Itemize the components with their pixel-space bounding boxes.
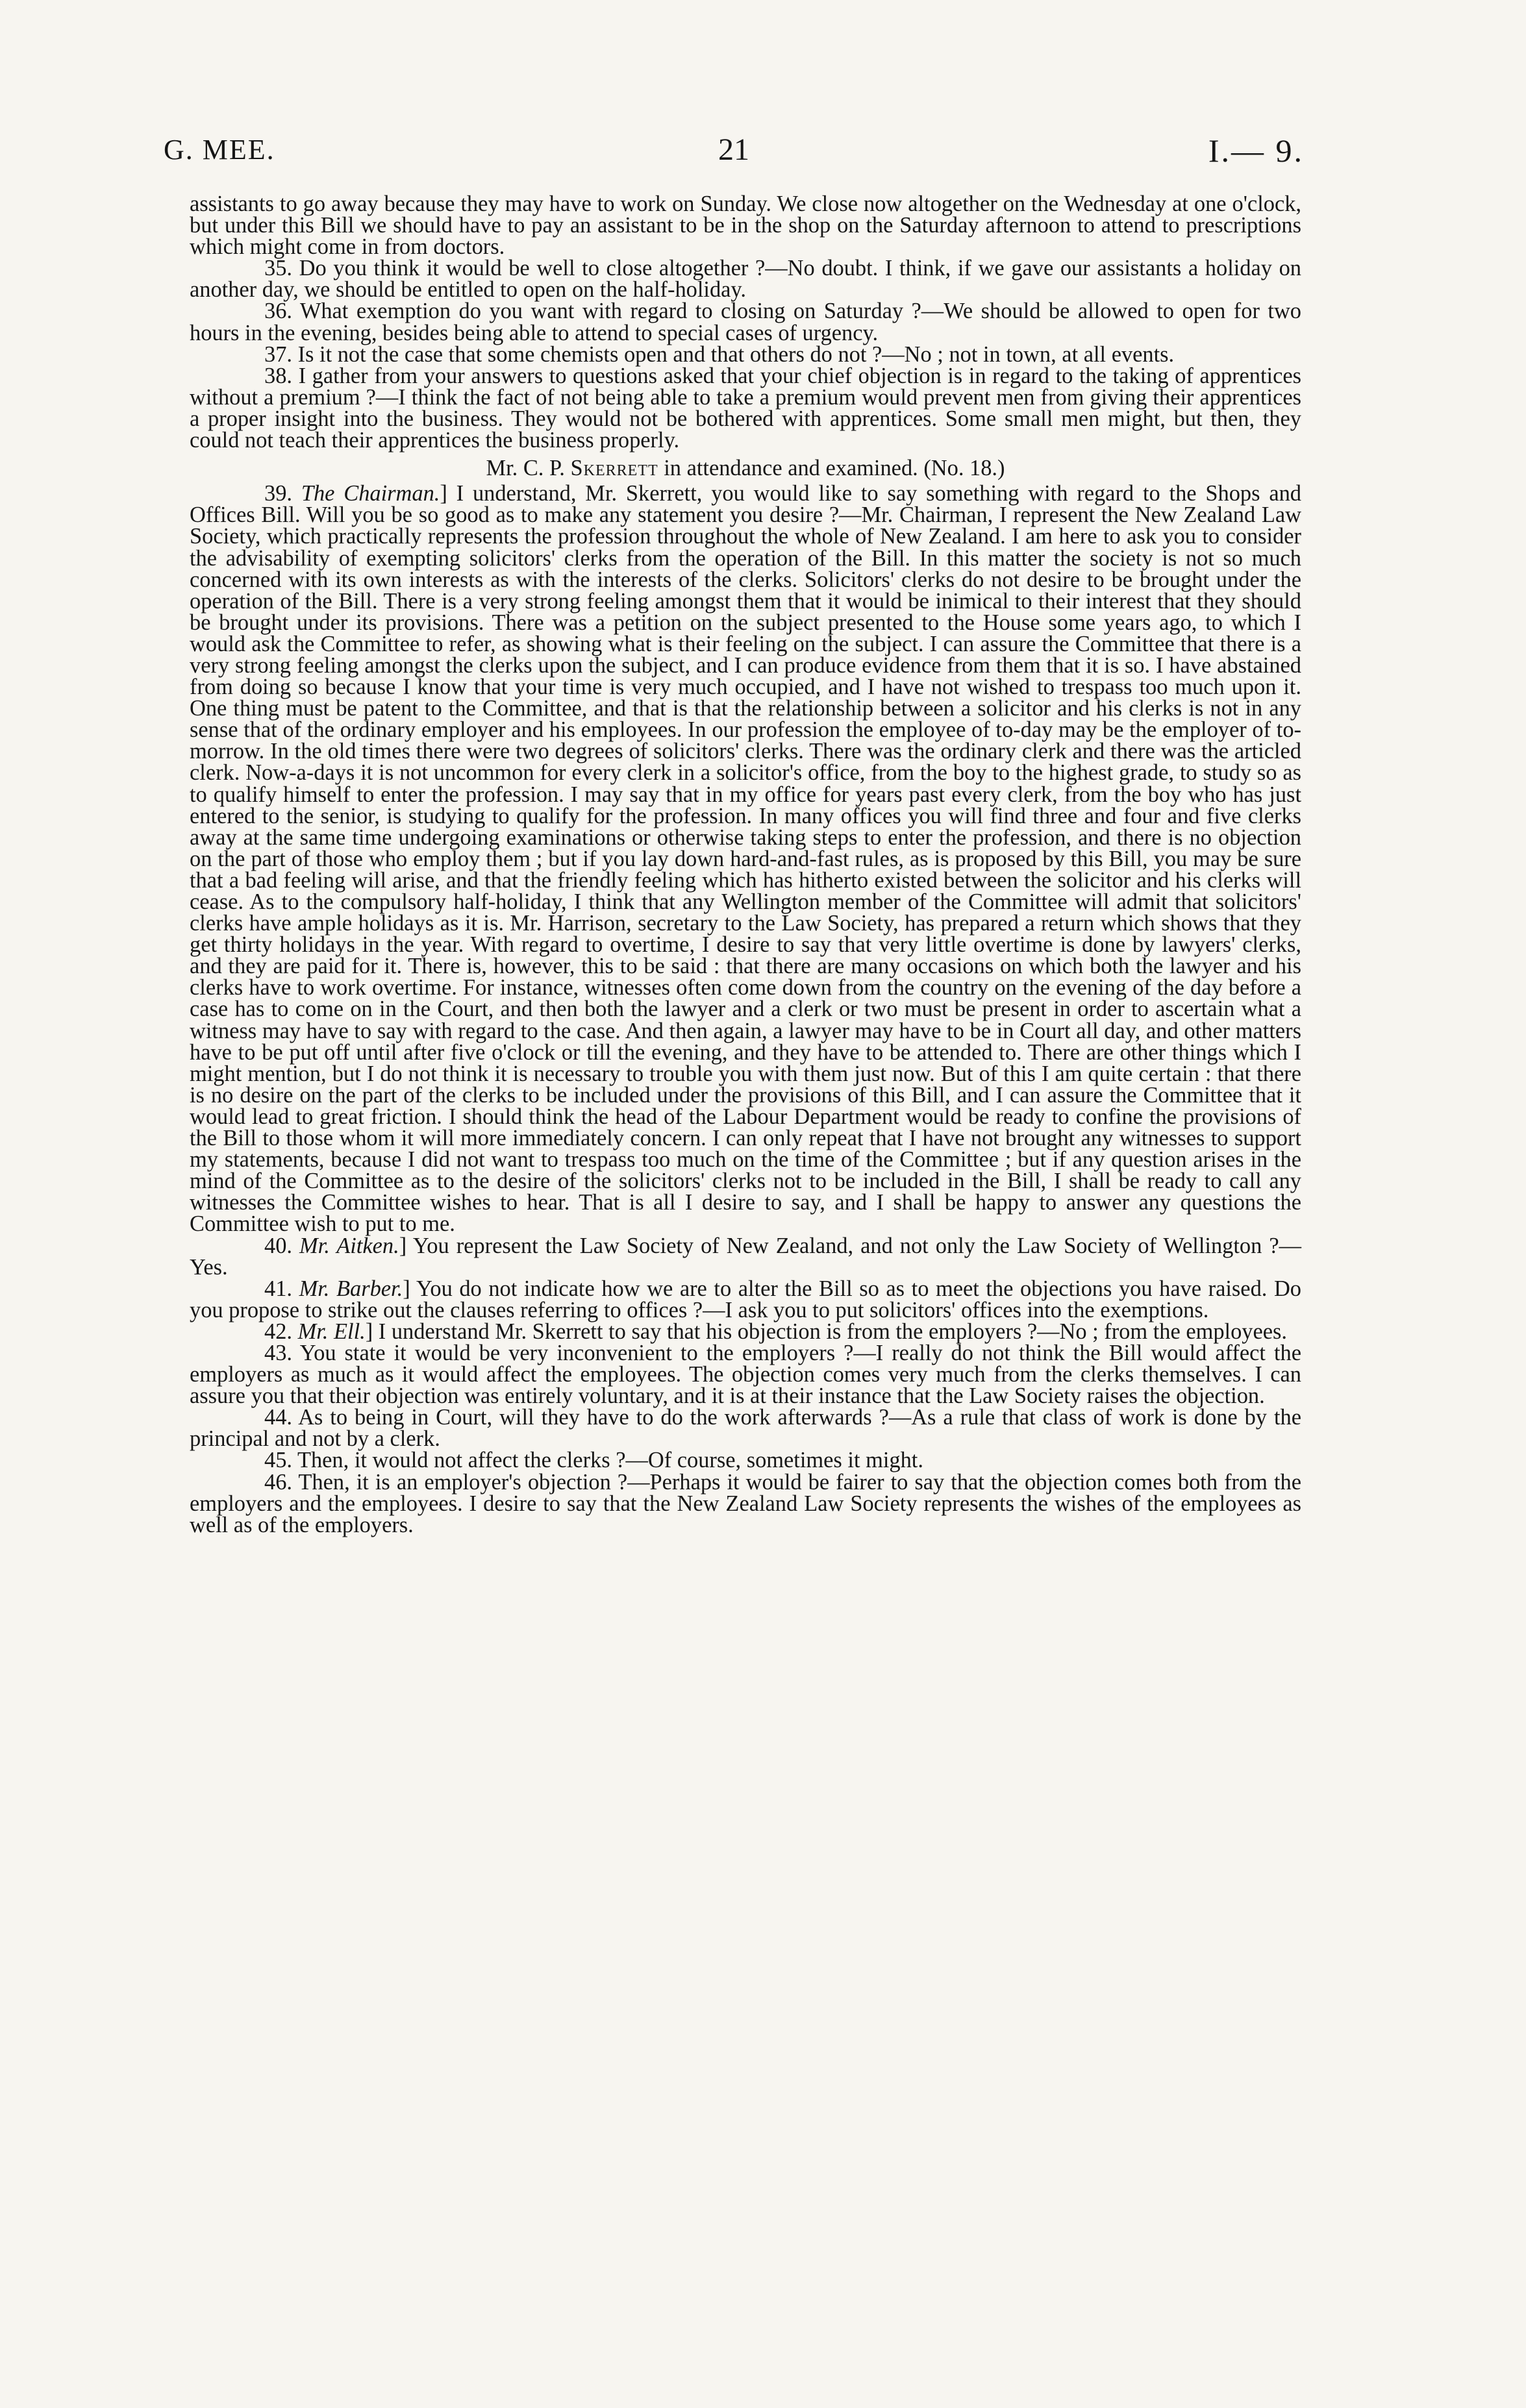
page-number: 21 [718, 132, 749, 167]
paragraph [190, 483, 1301, 1235]
paragraph-text: ] I understand Mr. Skerrett to say that his objection is from the employers ?—No ; from the employees. [365, 1319, 1287, 1344]
paragraph: 44. As to being in Court, will they have to do the work afterwards ?—As a rule that class of work is done by the principal and not by a clerk. [190, 1405, 1301, 1452]
paragraph [190, 1235, 1301, 1278]
question-number: 41. [264, 1276, 299, 1301]
heading-post: in attendance and examined. (No. 18.) [658, 456, 1005, 481]
paragraph: 35. Do you think it would be well to close altogether ?—No doubt. I think, if we gave our assistants a holiday on another day, we should be entitled to open on the half-holiday. [190, 256, 1301, 303]
header-right: I.— 9. [1208, 132, 1304, 169]
witness-name: Skerrett [570, 456, 658, 481]
paragraph: 46. Then, it is an employer's objection ?—Perhaps it would be fairer to say that the objection comes both from the employers and the employees. I desire to say that the New Zealand Law Society represents the wishes of the employees as well as of the employers. [190, 1469, 1301, 1537]
speaker: The Chairman. [301, 481, 440, 506]
body-text [190, 193, 1301, 1536]
paragraph: 45. Then, it would not affect the clerks ?—Of course, sometimes it might. [264, 1448, 923, 1473]
paragraph: 43. You state it would be very inconvenient to the employers ?—I really do not think the Bill would affect the employers as much as it would affect the employees. The objection comes very much from the clerks themselves. I can assure you that their objection was entirely voluntary, and it is at their instance that the Law Society raises the objection. [190, 1340, 1301, 1409]
header-left: G. MEE. [164, 134, 275, 166]
witness-heading [190, 458, 1301, 479]
speaker: Mr. Barber. [299, 1276, 403, 1301]
heading-pre: Mr. C. P. [486, 456, 571, 481]
paragraph: 38. I gather from your answers to questions asked that your chief objection is in regard to the taking of apprentices without a premium ?—I think the fact of not being able to take a premium would prevent men from giving their apprentices a proper insight into the business. They would not be bothered with apprentices. Some small men might, but then, they could not teach their apprentices the business properly. [190, 363, 1301, 453]
speaker: Mr. Aitken. [299, 1233, 399, 1258]
speaker: Mr. Ell. [297, 1319, 366, 1344]
paragraph-text: ] You represent the Law Society of New Zealand, and not only the Law Society of Wellington ?—Yes. [190, 1233, 1301, 1280]
paragraph: 36. What exemption do you want with regard to closing on Saturday ?—We should be allowed to open for two hours in the evening, besides being able to attend to special cases of urgency. [190, 299, 1301, 345]
paragraph-text: ] You do not indicate how we are to alter the Bill so as to meet the objections you have raised. Do you propose to strike out the clauses referring to offices ?—I ask you to put solicitors' offices into the exemptions. [190, 1276, 1301, 1322]
paragraph: assistants to go away because they may have to work on Sunday. We close now altogether on the Wednesday at one o'clock, but under this Bill we should have to pay an assistant to be in the shop on the Saturday afternoon to attend to prescriptions which might come in from doctors. [190, 192, 1301, 260]
paragraph [190, 1321, 1301, 1343]
paragraph-text: ] I understand, Mr. Skerrett, you would like to say something with regard to the Shops and Offices Bill. Will you be so good as to make any statement you desire ?—Mr. Chairman, I represent the New Zealand Law Society, which practically represents the profession throughout the whole of New Zealand. I am here to ask you to consider the advisability of exempting solicitors' clerks from the operation of the Bill. In this matter the society is not so much concerned with its own interests as with the interests of the clerks. Solicitors' clerks do not desire to be brought under the operation of the Bill. There is a very strong feeling amongst them that it would be inimical to their interest that they should be brought under its provisions. There was a petition on the subject presented to the House some years ago, to which I would ask the Committee to refer, as showing what is their feeling on the subject. I can assure the Committee that there is a very strong feeling amongst the clerks upon the subject, and I can produce evidence from them that it is so. I have abstained from doing so because I know that your time is very much occupied, and I have not wished to trespass too much upon it. One thing must be patent to the Committee, and that is that the relationship between a solicitor and his clerks is not in any sense that of the ordinary employer and his employees. In our profession the employee of to-day may be the employer of to-morrow. In the old times there were two degrees of solicitors' clerks. There was the ordinary clerk and there was the articled clerk. Now-a-days it is not uncommon for every clerk in a solicitor's office, from the boy to the highest grade, to study so as to qualify himself to enter the profession. I may say that in my office for years past every clerk, from the boy who has just entered to the senior, is studying to qualify for the profession. In many offices you will find three and four and five clerks away at the same time undergoing examinations or otherwise taking steps to enter the profession, and there is no objection on the part of those who employ them ; but if you lay down hard-and-fast rules, as is proposed by this Bill, you may be sure that a bad feeling will arise, and that the friendly feeling which has hitherto existed between the solicitor and his clerks will cease. As to the compulsory half-holiday, I think that any Wellington member of the Committee will admit that solicitors' clerks have ample holidays as it is. Mr. Harrison, secretary to the Law Society, has prepared a return which shows that they get thirty holidays in the year. With regard to overtime, I desire to say that very little overtime is done by lawyers' clerks, and they are paid for it. There is, however, this to be said : that there are many occasions on which both the lawyer and his clerks have to work overtime. For instance, witnesses often come down from the country on the evening of the day before a case has to come on in the Court, and then both the lawyer and a clerk or two must be present in order to ascertain what a witness may have to say with regard to the case. And then again, a lawyer may have to be in Court all day, and other matters have to be put off until after five o'clock or till the evening, and they have to be attended to. There are other things which I might mention, but I do not think it is necessary to trouble you with them just now. But of this I am quite certain : that there is no desire on the part of the clerks to be included under the provisions of this Bill, and I can assure the Committee that it would lead to great friction. I should think the head of the Labour Department would be ready to confine the provisions of the Bill to those whom it will more immediately concern. I can only repeat that I have not brought any witnesses to support my statements, because I did not want to trespass too much on the time of the Committee ; but if any question arises in the mind of the Committee as to the desire of the solicitors' clerks not to be included in the Bill, I shall be ready to call any witnesses the Committee wishes to hear. That is all I desire to say, and I shall be happy to answer any questions the Committee wish to put to me. [190, 481, 1301, 1237]
question-number: 40. [264, 1233, 300, 1258]
paragraph: 37. Is it not the case that some chemists open and that others do not ?—No ; not in town, at all events. [264, 341, 1175, 367]
question-number: 39. [264, 481, 301, 506]
page-header [164, 133, 1304, 172]
question-number: 42. [264, 1319, 298, 1344]
paragraph [190, 1278, 1301, 1321]
